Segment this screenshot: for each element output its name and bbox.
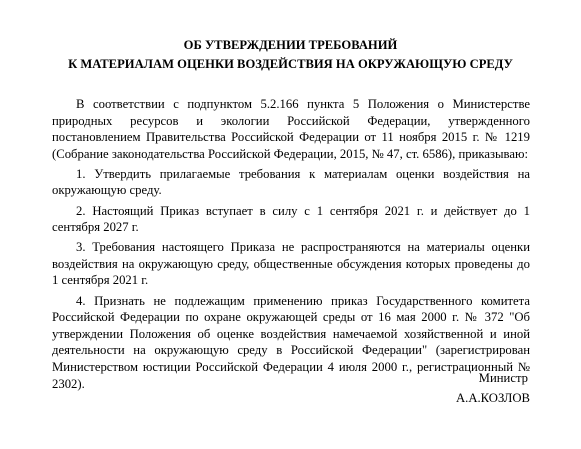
signatory-position: Министр — [478, 371, 528, 385]
order-item-4: 4. Признать не подлежащим применению приказ Государственного комитета Российской Федерации по охране окружающей среды от 16 мая 2000 г. № 372 "Об утверждении Положения об оценке воздействия намечаемой хозяйственной и иной деятельности на окружающую среду в Российской Федерации" (зарегистрирован Министерством юстиции Российской Федерации 4 июля 2000 г., регистрационный № 2302). — [52, 293, 530, 391]
order-item-1: 1. Утвердить прилагаемые требования к материалам оценки воздействия на окружающую среду. — [52, 166, 530, 198]
order-item-3: 3. Требования настоящего Приказа не распространяются на материалы оценки воздействия на окружающую среду, общественные обсуждения которых проведены до 1 сентября 2021 г. — [52, 240, 530, 288]
document-body — [52, 96, 530, 392]
document-title-line-1: ОБ УТВЕРЖДЕНИИ ТРЕБОВАНИЙ — [183, 38, 398, 52]
preamble-paragraph: В соответствии с подпунктом 5.2.166 пункта 5 Положения о Министерстве природных ресурсов и экологии Российской Федерации, утвержденного постановлением Правительства Российской Федерации от 11 ноября 2015 г. № 1219 (Собрание законодательства Российской Федерации, 2015, № 47, ст. 6586), приказываю: — [52, 97, 530, 161]
document-title-line-2: К МАТЕРИАЛАМ ОЦЕНКИ ВОЗДЕЙСТВИЯ НА ОКРУЖАЮЩУЮ СРЕДУ — [68, 57, 513, 71]
signatory-name: А.А.КОЗЛОВ — [455, 391, 530, 405]
order-item-2: 2. Настоящий Приказ вступает в силу с 1 сентября 2021 г. и действует до 1 сентября 2027 г. — [52, 203, 530, 235]
